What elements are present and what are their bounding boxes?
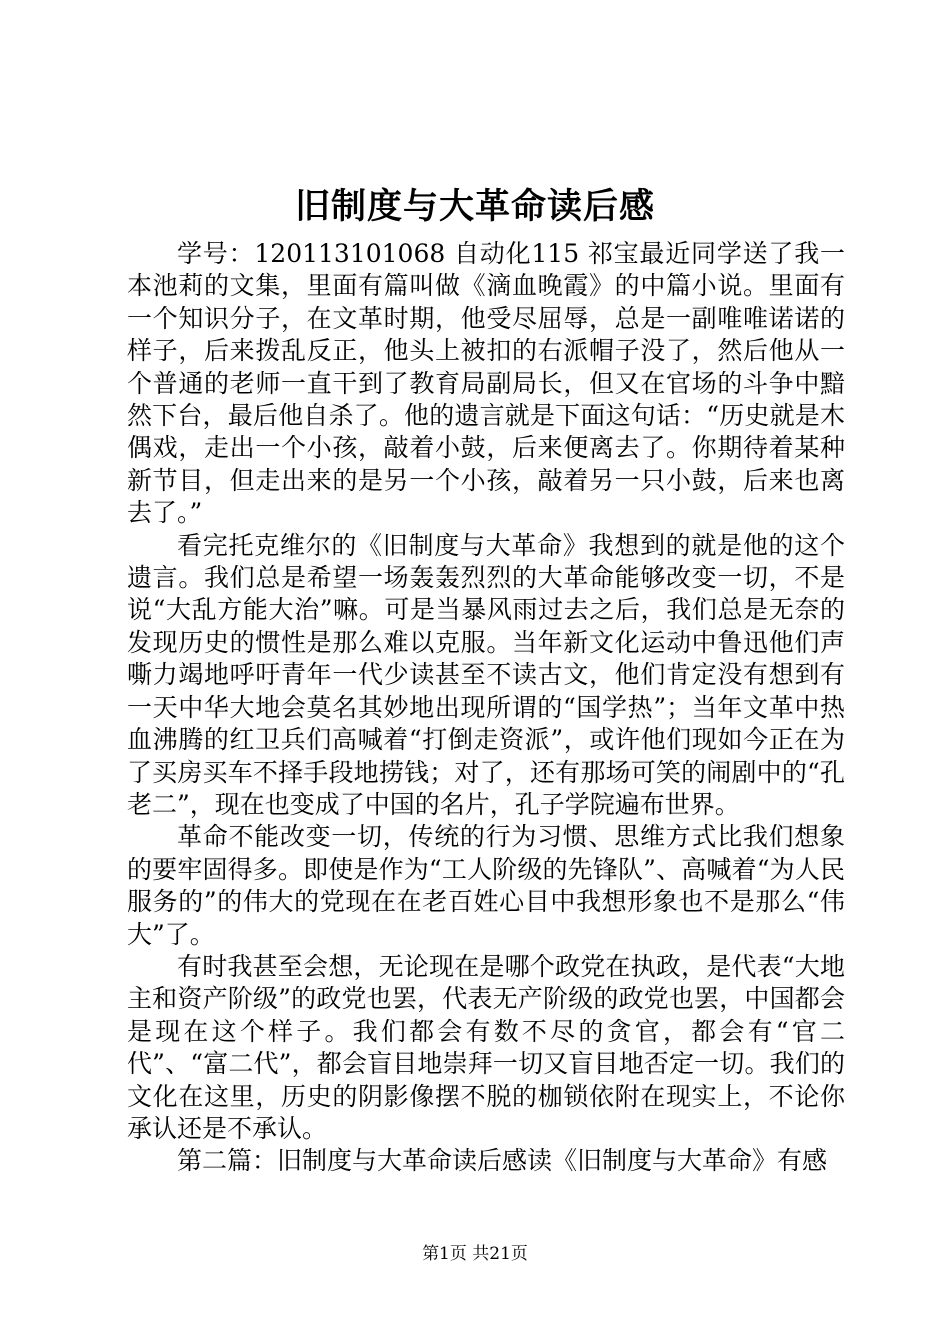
document-title: 旧制度与大革命读后感 <box>294 186 655 227</box>
paragraph-4: 有时我甚至会想，无论现在是哪个政党在执政，是代表“大地主和资产阶级”的政党也罢，代表无产阶级的政党也罢，中国都会是现在这个样子。我们都会有数不尽的贪官，都会有“官二代”、“富二代”，都会盲目地崇拜一切又盲目地否定一切。我们的文化在这里，历史的阴影像摆不脱的枷锁依附在现实上，不论你承认还是不承认。 <box>127 951 845 1143</box>
paragraph-5: 第二篇：旧制度与大革命读后感读《旧制度与大革命》有感 <box>177 1146 828 1176</box>
document-body <box>127 238 845 1178</box>
page-number-footer: 第1页 共21页 <box>422 1244 528 1264</box>
paragraph-2: 看完托克维尔的《旧制度与大革命》我想到的就是他的这个遗言。我们总是希望一场轰轰烈烈的大革命能够改变一切，不是说“大乱方能大治”嘛。可是当暴风雨过去之后，我们总是无奈的发现历史的惯性是那么难以克服。当年新文化运动中鲁迅他们声嘶力竭地呼吁青年一代少读甚至不读古文，他们肯定没有想到有一天中华大地会莫名其妙地出现所谓的“国学热”；当年文革中热血沸腾的红卫兵们高喊着“打倒走资派”，或许他们现如今正在为了买房买车不择手段地捞钱；对了，还有那场可笑的闹剧中的“孔老二”，现在也变成了中国的名片，孔子学院遍布世界。 <box>127 530 845 819</box>
paragraph-3: 革命不能改变一切，传统的行为习惯、思维方式比我们想象的要牢固得多。即使是作为“工人阶级的先锋队”、高喊着“为人民服务的”的伟大的党现在在老百姓心目中我想形象也不是那么“伟大”了。 <box>127 822 845 949</box>
paragraph-1: 学号：120113101068 自动化115 祁宝最近同学送了我一本池莉的文集，里面有篇叫做《滴血晚霞》的中篇小说。里面有一个知识分子，在文革时期，他受尽屈辱，总是一副唯唯诺诺的样子，后来拨乱反正，他头上被扣的右派帽子没了，然后他从一个普通的老师一直干到了教育局副局长，但又在官场的斗争中黯然下台，最后他自杀了。他的遗言就是下面这句话：“历史就是木偶戏，走出一个小孩，敲着小鼓，后来便离去了。你期待着某种新节目，但走出来的是另一个小孩，敲着另一只小鼓，后来也离去了。” <box>127 239 845 528</box>
